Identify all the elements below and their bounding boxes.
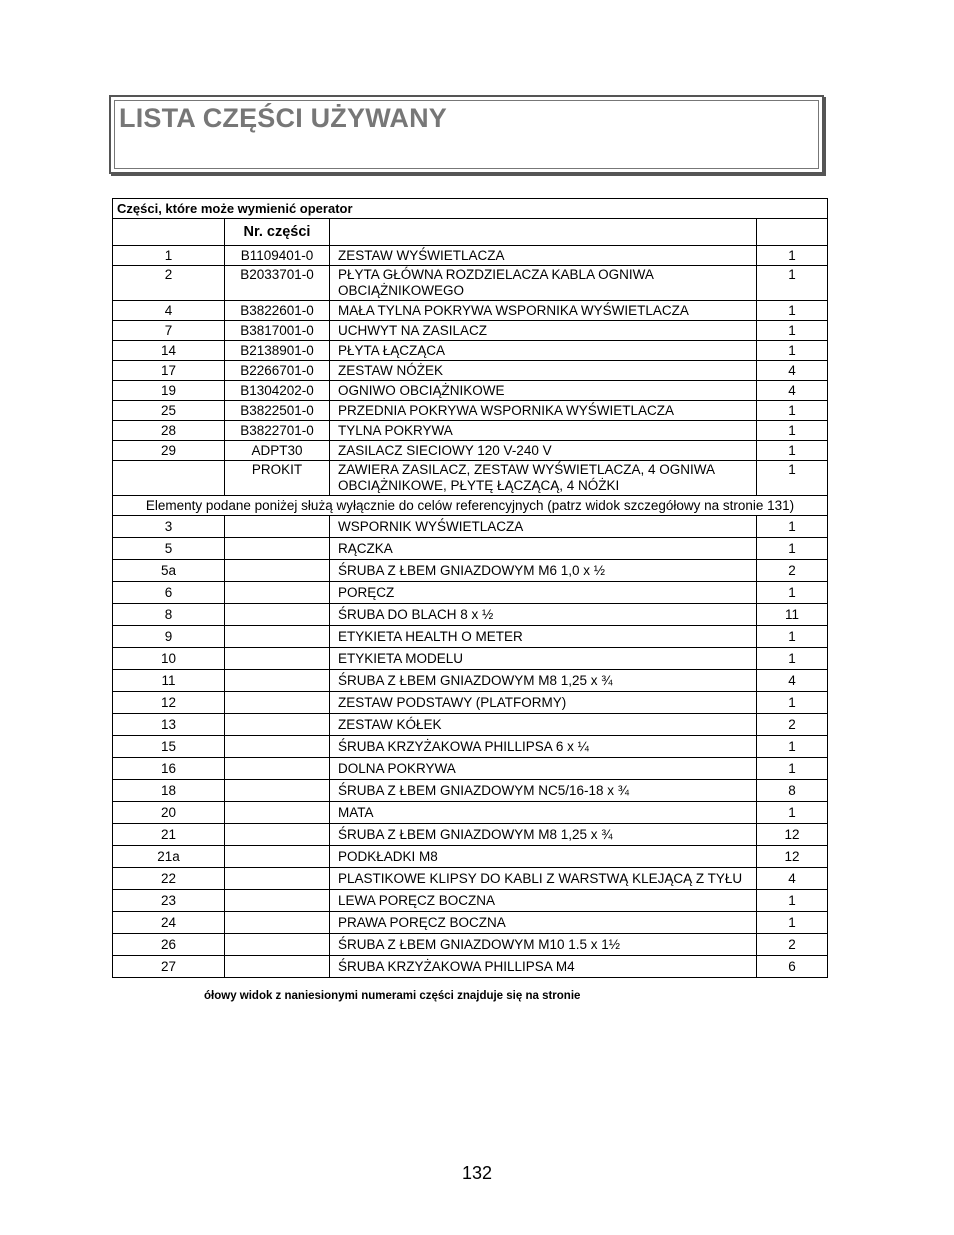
table-row — [113, 441, 828, 461]
part-number: PROKIT — [225, 461, 330, 496]
quantity: 1 — [757, 341, 828, 361]
ref-number: 17 — [113, 361, 225, 381]
description: ZESTAW PODSTAWY (PLATFORMY) — [330, 692, 757, 714]
quantity: 1 — [757, 401, 828, 421]
quantity: 8 — [757, 780, 828, 802]
description: PRZEDNIA POKRYWA WSPORNIKA WYŚWIETLACZA — [330, 401, 757, 421]
ref-number: 8 — [113, 604, 225, 626]
quantity: 1 — [757, 890, 828, 912]
page-title: LISTA CZĘŚCI UŻYWANY — [119, 103, 447, 133]
ref-number: 29 — [113, 441, 225, 461]
quantity: 2 — [757, 560, 828, 582]
ref-number: 5 — [113, 538, 225, 560]
table-row — [113, 780, 828, 802]
table-row — [113, 648, 828, 670]
part-number: B3822701-0 — [225, 421, 330, 441]
part-number — [225, 780, 330, 802]
table-row — [113, 246, 828, 266]
part-number: B3822501-0 — [225, 401, 330, 421]
description: ZESTAW NÓŻEK — [330, 361, 757, 381]
table-row — [113, 956, 828, 978]
description: OGNIWO OBCIĄŻNIKOWE — [330, 381, 757, 401]
part-number: B3822601-0 — [225, 301, 330, 321]
description: PRAWA PORĘCZ BOCZNA — [330, 912, 757, 934]
ref-number: 7 — [113, 321, 225, 341]
ref-number — [113, 461, 225, 496]
table-header-row — [113, 199, 828, 219]
part-number — [225, 868, 330, 890]
quantity: 1 — [757, 266, 828, 301]
quantity: 12 — [757, 824, 828, 846]
table-row — [113, 890, 828, 912]
description: ŚRUBA Z ŁBEM GNIAZDOWYM M6 1,0 x ½ — [330, 560, 757, 582]
footnote: ółowy widok z naniesionymi numerami części znajduje się na stronie — [204, 990, 581, 1002]
table-row — [113, 692, 828, 714]
part-number — [225, 582, 330, 604]
table-row — [113, 868, 828, 890]
ref-number: 14 — [113, 341, 225, 361]
ref-number: 24 — [113, 912, 225, 934]
ref-number: 2 — [113, 266, 225, 301]
table-row — [113, 516, 828, 538]
quantity: 4 — [757, 361, 828, 381]
description: ŚRUBA DO BLACH 8 x ½ — [330, 604, 757, 626]
part-number: B2266701-0 — [225, 361, 330, 381]
part-number — [225, 516, 330, 538]
table-row — [113, 846, 828, 868]
ref-number: 1 — [113, 246, 225, 266]
part-number: B3817001-0 — [225, 321, 330, 341]
ref-number: 5a — [113, 560, 225, 582]
ref-number: 21a — [113, 846, 225, 868]
reference-note: Elementy podane poniżej służą wyłącznie do celów referencyjnych (patrz widok szczegółowy na stronie 131) — [113, 496, 828, 516]
part-number — [225, 560, 330, 582]
part-number — [225, 846, 330, 868]
quantity: 1 — [757, 802, 828, 824]
part-number — [225, 912, 330, 934]
col-header-desc — [330, 219, 757, 246]
table-row — [113, 421, 828, 441]
quantity: 12 — [757, 846, 828, 868]
table-row — [113, 266, 828, 301]
part-number — [225, 692, 330, 714]
description: DOLNA POKRYWA — [330, 758, 757, 780]
quantity: 1 — [757, 626, 828, 648]
table-row — [113, 714, 828, 736]
part-number — [225, 956, 330, 978]
quantity: 1 — [757, 441, 828, 461]
page-number: 132 — [461, 1163, 493, 1183]
ref-number: 18 — [113, 780, 225, 802]
ref-number: 19 — [113, 381, 225, 401]
part-number — [225, 890, 330, 912]
quantity: 1 — [757, 461, 828, 496]
description: TYLNA POKRYWA — [330, 421, 757, 441]
part-number: B2033701-0 — [225, 266, 330, 301]
ref-number: 11 — [113, 670, 225, 692]
quantity: 1 — [757, 582, 828, 604]
ref-number: 15 — [113, 736, 225, 758]
part-number — [225, 670, 330, 692]
quantity: 11 — [757, 604, 828, 626]
table-row — [113, 301, 828, 321]
table-row — [113, 361, 828, 381]
description: ŚRUBA Z ŁBEM GNIAZDOWYM M8 1,25 x ¾ — [330, 670, 757, 692]
part-number — [225, 538, 330, 560]
ref-number: 25 — [113, 401, 225, 421]
part-number — [225, 648, 330, 670]
quantity: 1 — [757, 246, 828, 266]
description: ZESTAW KÓŁEK — [330, 714, 757, 736]
table-row — [113, 934, 828, 956]
table-row — [113, 626, 828, 648]
part-number — [225, 626, 330, 648]
description: ZASILACZ SIECIOWY 120 V-240 V — [330, 441, 757, 461]
description: ŚRUBA Z ŁBEM GNIAZDOWYM M8 1,25 x ¾ — [330, 824, 757, 846]
ref-number: 10 — [113, 648, 225, 670]
col-header-ref — [113, 219, 225, 246]
table-row — [113, 802, 828, 824]
table-row — [113, 401, 828, 421]
ref-number: 20 — [113, 802, 225, 824]
title-box — [109, 95, 824, 174]
quantity: 4 — [757, 868, 828, 890]
part-number — [225, 802, 330, 824]
ref-number: 13 — [113, 714, 225, 736]
col-header-qty — [757, 219, 828, 246]
ref-number: 3 — [113, 516, 225, 538]
description: PŁYTA ŁĄCZĄCA — [330, 341, 757, 361]
col-header-part-number: Nr. części — [225, 219, 330, 246]
table-row — [113, 582, 828, 604]
part-number — [225, 714, 330, 736]
description: PŁYTA GŁÓWNA ROZDZIELACZA KABLA OGNIWA OBCIĄŻNIKOWEGO — [330, 266, 757, 301]
description: ŚRUBA KRZYŻAKOWA PHILLIPSA M4 — [330, 956, 757, 978]
quantity: 4 — [757, 670, 828, 692]
ref-number: 6 — [113, 582, 225, 604]
quantity: 1 — [757, 758, 828, 780]
column-header-row — [113, 219, 828, 246]
table-row — [113, 461, 828, 496]
table-row — [113, 736, 828, 758]
description: RĄCZKA — [330, 538, 757, 560]
part-number — [225, 758, 330, 780]
table-row — [113, 758, 828, 780]
quantity: 1 — [757, 321, 828, 341]
ref-number: 22 — [113, 868, 225, 890]
quantity: 1 — [757, 736, 828, 758]
quantity: 4 — [757, 381, 828, 401]
description: ŚRUBA Z ŁBEM GNIAZDOWYM NC5/16-18 x ¾ — [330, 780, 757, 802]
table-header: Części, które może wymienić operator — [113, 199, 828, 219]
reference-note-row — [113, 496, 828, 516]
ref-number: 9 — [113, 626, 225, 648]
ref-number: 23 — [113, 890, 225, 912]
quantity: 1 — [757, 301, 828, 321]
description: ETYKIETA MODELU — [330, 648, 757, 670]
parts-table — [112, 198, 828, 978]
description: ZAWIERA ZASILACZ, ZESTAW WYŚWIETLACZA, 4 OGNIWA OBCIĄŻNIKOWE, PŁYTĘ ŁĄCZĄCĄ, 4 NÓŻKI — [330, 461, 757, 496]
ref-number: 4 — [113, 301, 225, 321]
ref-number: 27 — [113, 956, 225, 978]
table-row — [113, 824, 828, 846]
description: MAŁA TYLNA POKRYWA WSPORNIKA WYŚWIETLACZA — [330, 301, 757, 321]
quantity: 6 — [757, 956, 828, 978]
quantity: 2 — [757, 934, 828, 956]
quantity: 2 — [757, 714, 828, 736]
part-number: ADPT30 — [225, 441, 330, 461]
description: ŚRUBA KRZYŻAKOWA PHILLIPSA 6 x ¼ — [330, 736, 757, 758]
quantity: 1 — [757, 648, 828, 670]
table-row — [113, 321, 828, 341]
quantity: 1 — [757, 516, 828, 538]
quantity: 1 — [757, 538, 828, 560]
description: PODKŁADKI M8 — [330, 846, 757, 868]
ref-number: 28 — [113, 421, 225, 441]
quantity: 1 — [757, 421, 828, 441]
part-number — [225, 824, 330, 846]
table-row — [113, 341, 828, 361]
table-row — [113, 670, 828, 692]
description: ZESTAW WYŚWIETLACZA — [330, 246, 757, 266]
ref-number: 12 — [113, 692, 225, 714]
description: ŚRUBA Z ŁBEM GNIAZDOWYM M10 1.5 x 1½ — [330, 934, 757, 956]
part-number: B2138901-0 — [225, 341, 330, 361]
table-row — [113, 381, 828, 401]
ref-number: 16 — [113, 758, 225, 780]
table-row — [113, 560, 828, 582]
quantity: 1 — [757, 692, 828, 714]
ref-number: 26 — [113, 934, 225, 956]
table-row — [113, 538, 828, 560]
quantity: 1 — [757, 912, 828, 934]
description: ETYKIETA HEALTH O METER — [330, 626, 757, 648]
table-row — [113, 912, 828, 934]
description: LEWA PORĘCZ BOCZNA — [330, 890, 757, 912]
part-number: B1109401-0 — [225, 246, 330, 266]
description: PORĘCZ — [330, 582, 757, 604]
part-number — [225, 604, 330, 626]
description: PLASTIKOWE KLIPSY DO KABLI Z WARSTWĄ KLEJĄCĄ Z TYŁU — [330, 868, 757, 890]
description: MATA — [330, 802, 757, 824]
ref-number: 21 — [113, 824, 225, 846]
description: WSPORNIK WYŚWIETLACZA — [330, 516, 757, 538]
table-row — [113, 604, 828, 626]
part-number — [225, 736, 330, 758]
description: UCHWYT NA ZASILACZ — [330, 321, 757, 341]
part-number: B1304202-0 — [225, 381, 330, 401]
part-number — [225, 934, 330, 956]
